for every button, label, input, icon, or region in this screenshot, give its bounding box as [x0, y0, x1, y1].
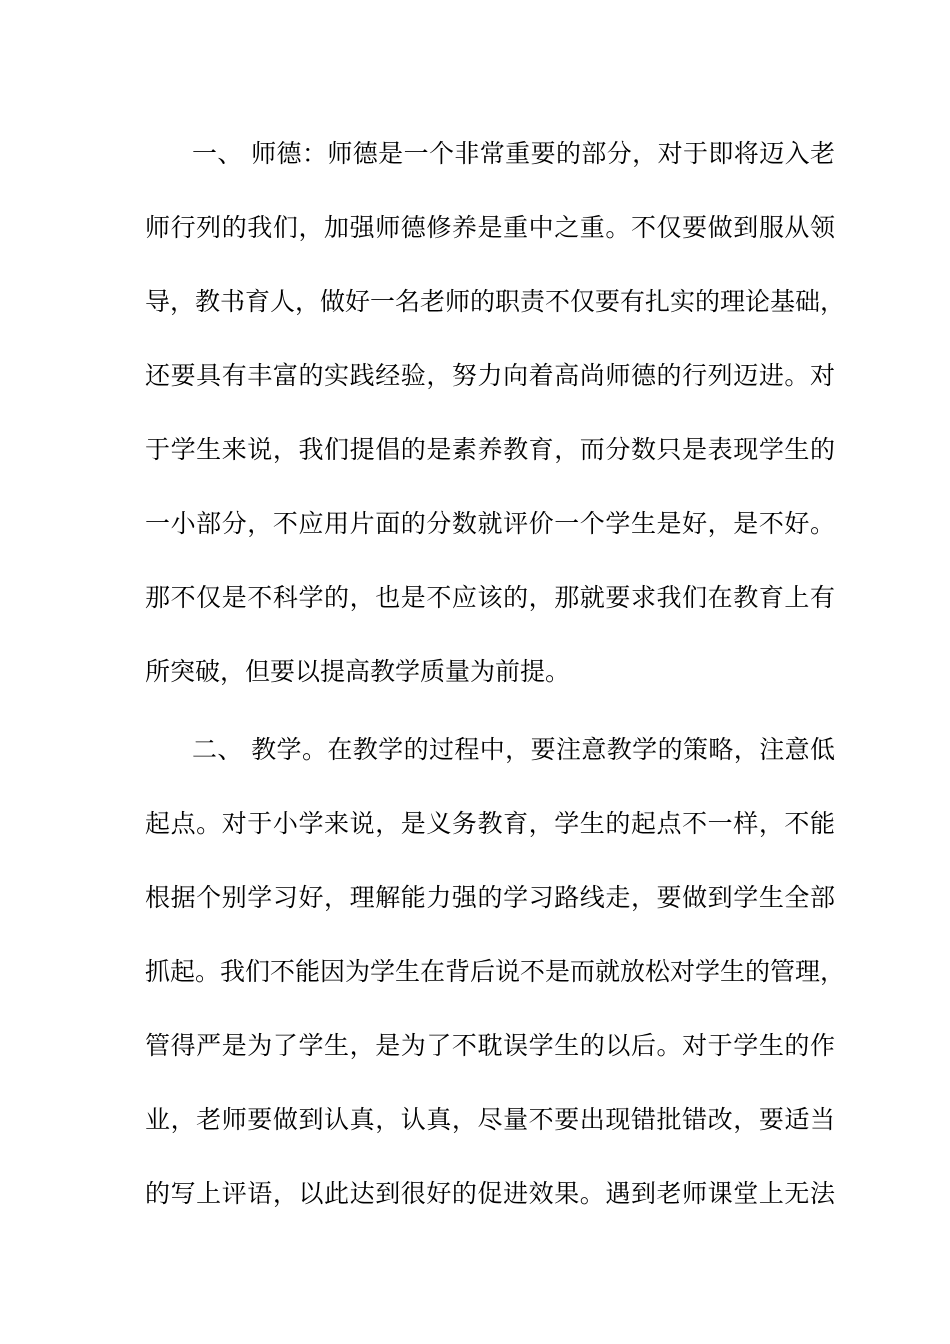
paragraph-line: 管得严是为了学生，是为了不耽误学生的以后。对于学生的作 [145, 1031, 835, 1060]
paragraph-line: 一小部分，不应用片面的分数就评价一个学生是好，是不好。 [145, 509, 835, 538]
paragraph-line: 的写上评语，以此达到很好的促进效果。遇到老师课堂上无法 [145, 1179, 835, 1208]
paragraph-line: 师行列的我们，加强师德修养是重中之重。不仅要做到服从领 [145, 213, 835, 242]
paragraph-line: 业，老师要做到认真，认真，尽量不要出现错批错改，要适当 [145, 1105, 835, 1134]
paragraph-line: 起点。对于小学来说，是义务教育，学生的起点不一样，不能 [145, 809, 835, 838]
paragraph-line: 抓起。我们不能因为学生在背后说不是而就放松对学生的管理， [145, 957, 846, 986]
paragraph-line: 一、 师德：师德是一个非常重要的部分，对于即将迈入老 [192, 139, 835, 168]
paragraph-line: 还要具有丰富的实践经验，努力向着高尚师德的行列迈进。对 [145, 361, 835, 390]
paragraph-line: 那不仅是不科学的，也是不应该的，那就要求我们在教育上有 [145, 583, 835, 612]
paragraph-line: 所突破，但要以提高教学质量为前提。 [145, 657, 571, 686]
paragraph-line: 导，教书育人，做好一名老师的职责不仅要有扎实的理论基础， [145, 287, 846, 316]
paragraph-line: 根据个别学习好，理解能力强的学习路线走，要做到学生全部 [145, 883, 835, 912]
paragraph-line: 二、 教学。在教学的过程中，要注意教学的策略，注意低 [192, 735, 835, 764]
paragraph-line: 于学生来说，我们提倡的是素养教育，而分数只是表现学生的 [145, 435, 835, 464]
